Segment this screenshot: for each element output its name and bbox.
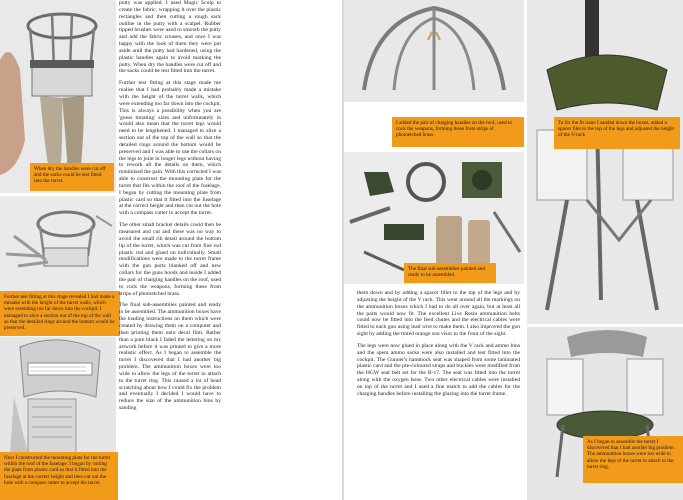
caption-left-middle bbox=[0, 291, 120, 336]
paragraph: putty was applied. I used Magic Sculp to create the fabric, wrapping it over the plastic rectangles and then cutting a rough sack outline in the putty with a scalpel. Rubber tipped brushes were used to smooth the putty and add the fabric creases, and once I was happy with the look of them they were put aside until the putty had hardened, using the plastic handles again to avoid marking the putty. When dry the handles were cut off and the sacks could be test fitted into the turret. bbox=[119, 0, 221, 75]
turret-frame-legs-image bbox=[0, 196, 116, 292]
photo-mounting-plate bbox=[0, 337, 116, 453]
caption-right-middle bbox=[404, 263, 496, 283]
v-rack-fit-image bbox=[527, 0, 683, 324]
paragraph: The final sub-assemblies painted and ready to be assembled. The ammunition boxes have the loading instructions on them which were created by drawing them on a computer and then printing them onto decal film. Rather than a pure black I faded the lettering on my artwork before it was printed to give a more realistic effect. As I began to assemble the turret I discovered that I had another big problem. The ammunition boxes were too wide to allow the legs of the turret to attach to the turret ring. This caused a lot of head scratching about how I could fix the problem and eventually I decided I would have to reduce the size of the ammunition bins by sanding bbox=[119, 302, 221, 412]
caption-right-top-right-text: To fix the fit issue I sanded down the boxes, added a spacer filet to the top of the legs and adjusted the height of the V-rack bbox=[558, 120, 674, 139]
caption-left-top-text: When dry the handles were cut off and the sacks could be test fitted into the turret. bbox=[34, 166, 106, 185]
photo-charging-handles bbox=[344, 0, 524, 102]
caption-right-bottom bbox=[583, 436, 683, 483]
caption-right-bottom-text: As I began to assemble the turret I discovered that I had another big problem. The ammunition boxes were too wide to allow the legs of the turret to attach to the turret ring. bbox=[587, 439, 676, 470]
article-column-right bbox=[357, 290, 520, 500]
caption-right-top-left-text: I added the pair of charging handles on the roof, used to cock the weapons, forming these from strips of photoetched brass. bbox=[396, 120, 513, 139]
caption-left-bottom-text: Next I constructed the mounting plate for the turret within the roof of the fuselage. I began by cutting the plate from plastic card so that it fitted into the fuselage at the correct height and then cut out the hole with a compass cutter to accept the turret. bbox=[4, 455, 111, 486]
caption-right-middle-text: The final sub-assemblies painted and ready to be assembled. bbox=[408, 266, 485, 279]
paragraph: them down and by adding a spacer fillet to the top of the legs and by adjusting the height of the V rack. This went around all the markings on the ammunition boxes which I had to do all over again, but at least all the parts would now fit. The excellent Live Resin ammunition belts could now be fitted into the feed chutes and the electrical cables were fitted to each gun using lead wire to make them. I also improved the gun sight by adding the tinted orange sun visor to the front of the sight. bbox=[357, 290, 520, 338]
photo-v-rack-fit bbox=[527, 0, 683, 324]
photo-turret-frame-legs bbox=[0, 196, 116, 292]
caption-right-top-left bbox=[392, 117, 524, 147]
paragraph: Further test fitting at this stage made me realise that I had probably made a mistake with the height of the turret walls, which were extending too far down into the cockpit. This is always a possibility when you are 'guess timating' sizes and unfortunately in would also mean that the turret legs would need to be lengthened. I managed to slice a section out of the top of the wall so that the detailed rings around the bottom would be preserved and I was able to use the collars on the legs to joint in longer legs without having to rework all the details on them, which minimised the pain. With this corrected I was able to construct the mounting plate for the turret that fits within the roof of the fuselage. I began by cutting the mounting plate from plastic card so that it fitted into the fuselage at the correct height and then cut out the hole with a compass cutter to accept the turret. bbox=[119, 80, 221, 217]
caption-left-bottom bbox=[0, 452, 118, 500]
paragraph: The other small bracket details could then be measured and cut and there was no way to avoid the small rib detail around the bottom lip of the turret, which was cut from fine rod plastic rod and glued on individually. Small modifications were made to the turret frame with the gun ports blanked off and new collars for the guns hoods and inside I added the pair of charging handles on the roof, used to cock the weapons, forming these from strips of photoetched brass. bbox=[119, 222, 221, 297]
caption-left-top bbox=[30, 163, 114, 191]
mounting-plate-image bbox=[0, 337, 116, 453]
caption-left-middle-text: Further test fitting at this stage revealed I had made a mistake with the height of the turret walls, which were extending too far down into the cockpit. I managed to slice a section out of the top of the wall so that the detailed rings around the bottom would be preserved. bbox=[4, 294, 115, 332]
charging-handles-image bbox=[344, 0, 524, 102]
article-column-left bbox=[119, 0, 221, 500]
paragraph: The legs were now glued in place along with the V rack and ammo bins and the spent ammo sacks were also installed and test fitted into the cockpit. The Gunner's hammock seat was shaped from some laminated plastic card and the pre-coloured straps and buckles were modified from the HGW seat belt set for the B-17. The seat was fitted into the turret along with the oxygen hose. Two other electrical cables were installed on top of the turret and I used a fine match to add the cables for the charging handles before installing the glazing into the turret frame. bbox=[357, 342, 520, 397]
caption-right-top-right bbox=[554, 117, 680, 149]
